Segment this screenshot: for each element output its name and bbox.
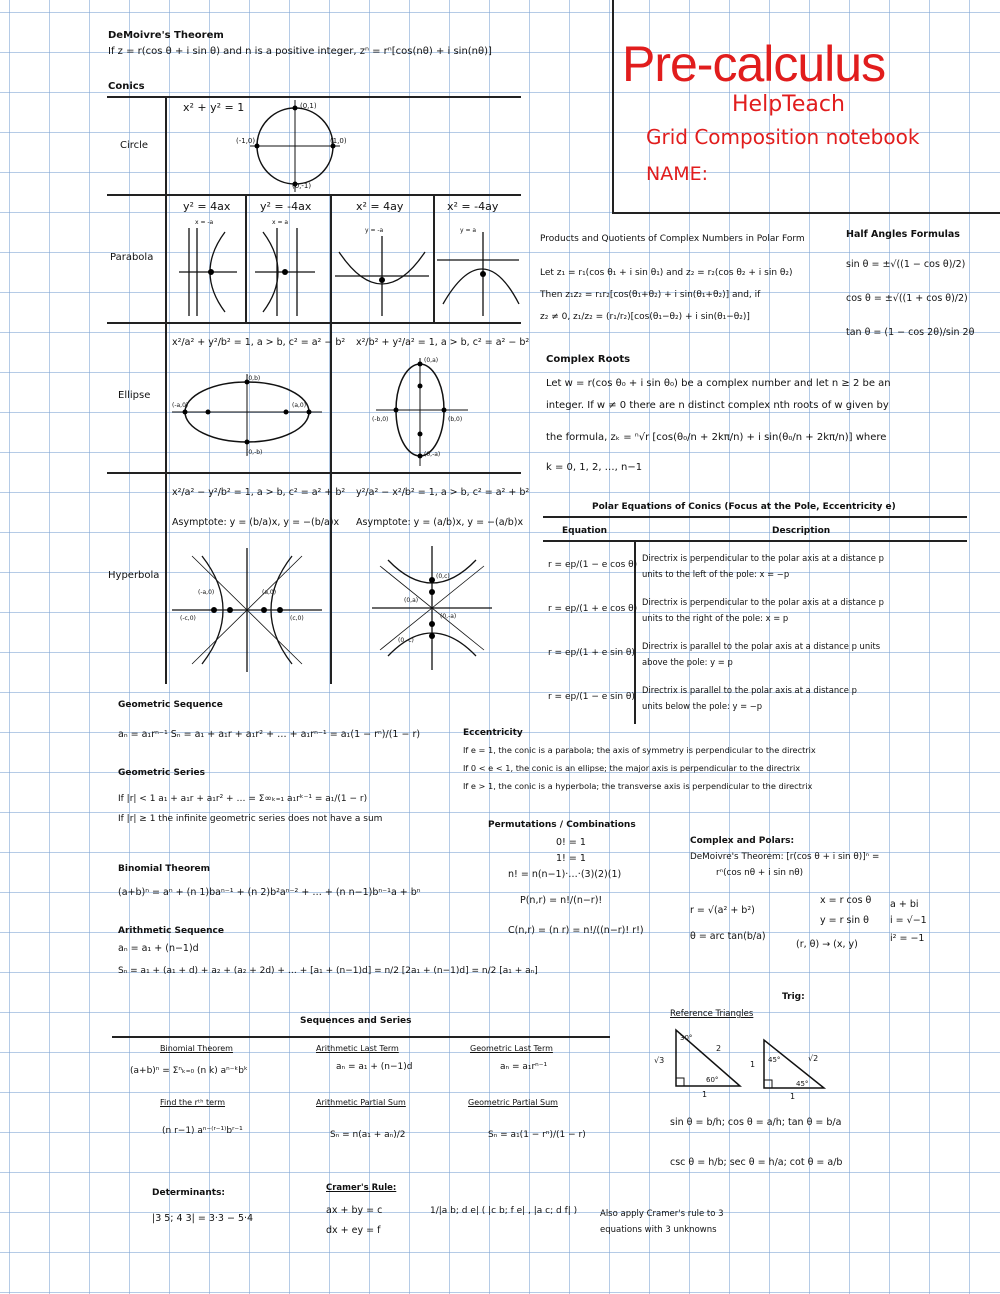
half-angle-tan: tan θ = (1 − cos 2θ)/sin 2θ — [846, 327, 975, 338]
eccentricity-heading: Eccentricity — [463, 728, 523, 738]
tri1-side-sqrt3: √3 — [654, 1056, 665, 1065]
binomial-formula: (a+b)ⁿ = aⁿ + (n 1)baⁿ⁻¹ + (n 2)b²aⁿ⁻² + … + (n n−1)bⁿ⁻¹a + bⁿ — [118, 887, 421, 898]
polar-row-4-eq: r = ep/(1 − e sin θ) — [548, 692, 635, 702]
complex-polars-l6: y = r sin θ — [820, 915, 869, 926]
ellipse-div — [330, 322, 332, 684]
seq-cell-5-head: Arithmetic Partial Sum — [316, 1098, 406, 1107]
complex-polars-l5: x = r cos θ — [820, 895, 872, 906]
complex-polars-l2: rⁿ(cos nθ + i sin nθ) — [716, 868, 804, 878]
tri2-side-sqrt2: √2 — [808, 1054, 819, 1063]
tri1-side-1: 1 — [702, 1090, 708, 1099]
ellipse1-pt-left: (-a,0) — [172, 402, 189, 409]
hyperbola2-pt-a-top: (0,a) — [404, 597, 419, 604]
geo-sequence-heading: Geometric Sequence — [118, 700, 223, 710]
geo-series-line-2: If |r| ≥ 1 the infinite geometric series does not have a sum — [118, 814, 383, 824]
hyperbola-asym-2: Asymptote: y = (a/b)x, y = −(a/b)x — [356, 517, 524, 528]
tri1-side-2: 2 — [716, 1044, 722, 1053]
hyperbola2-pt-a-bottom: (0,-a) — [440, 613, 457, 620]
complex-polars-l9: i = √−1 — [890, 915, 927, 926]
complex-polars-l8: a + bi — [890, 899, 919, 910]
polar-row-4-d2: units below the pole: y = −p — [642, 701, 763, 711]
ellipse-eq-2: x²/b² + y²/a² = 1, a > b, c² = a² − b² — [356, 337, 530, 348]
seq-cell-3-formula: aₙ = a₁rⁿ⁻¹ — [500, 1062, 548, 1072]
circle-pt-left: (-1,0) — [236, 137, 256, 145]
ellipse-graph-2 — [372, 358, 472, 466]
perm-line-2: 1! = 1 — [556, 853, 586, 864]
polar-row-2-d1: Directrix is perpendicular to the polar axis at a distance p — [642, 597, 884, 607]
half-angle-sin: sin θ = ±√((1 − cos θ)/2) — [846, 259, 966, 270]
ellipse1-pt-right: (a,0) — [292, 402, 307, 409]
perm-heading: Permutations / Combinations — [488, 820, 636, 830]
polar-products-line-2: Then z₁z₂ = r₁r₂[cos(θ₁+θ₂) + i sin(θ₁+θ₂)] and, if — [540, 290, 761, 300]
hyperbola-eq-1: x²/a² − y²/b² = 1, a > b, c² = a² + b² — [172, 487, 346, 498]
hyperbola-eq-2: y²/a² − x²/b² = 1, a > b, c² = a² + b² — [356, 487, 530, 498]
circle-pt-top: (0,1) — [300, 102, 317, 110]
polar-row-2-d2: units to the right of the pole: x = p — [642, 613, 789, 623]
polar-col-description: Description — [772, 526, 831, 536]
subtitle: Grid Composition notebook — [646, 125, 920, 149]
eccentricity-line-2: If 0 < e < 1, the conic is an ellipse; the major axis is perpendicular to the directrix — [463, 763, 801, 773]
geo-series-heading: Geometric Series — [118, 768, 206, 778]
eccentricity-line-3: If e > 1, the conic is a hyperbola; the transverse axis is perpendicular to the directrix — [463, 781, 813, 791]
polar-conics-head-rule — [543, 540, 967, 542]
hyperbola-label: Hyperbola — [108, 570, 160, 581]
determinants-formula: |3 5; 4 3| = 3·3 − 5·4 — [152, 1213, 254, 1224]
seq-cell-5-formula: Sₙ = n(a₁ + aₙ)/2 — [330, 1130, 406, 1140]
tri2-side-1: 1 — [750, 1060, 756, 1069]
conics-top-rule — [107, 96, 521, 98]
demoivre-heading: DeMoivre's Theorem — [108, 30, 224, 41]
ellipse2-pt-top: (0,a) — [424, 357, 439, 364]
cramer-heading: Cramer's Rule: — [326, 1183, 397, 1193]
binomial-heading: Binomial Theorem — [118, 864, 211, 874]
polar-conics-heading: Polar Equations of Conics (Focus at the Pole, Eccentricity e) — [592, 502, 896, 512]
complex-polars-l3: r = √(a² + b²) — [690, 905, 755, 916]
polar-row-3-eq: r = ep/(1 + e sin θ) — [548, 648, 635, 658]
polar-row-1-d1: Directrix is perpendicular to the polar axis at a distance p — [642, 553, 884, 563]
complex-roots-line-3: the formula, zₖ = ⁿ√r [cos(θ₀/n + 2kπ/n) + i sin(θ₀/n + 2kπ/n)] where — [546, 432, 887, 443]
cramer-line-1: ax + by = c — [326, 1205, 383, 1216]
trig-heading: Trig: — [782, 992, 805, 1002]
polar-row-3-d2: above the pole: y = p — [642, 657, 733, 667]
tri2-side-base: 1 — [790, 1092, 796, 1101]
conics-heading: Conics — [108, 81, 145, 92]
parabola-graphs — [167, 228, 521, 322]
hyperbola-asym-1: Asymptote: y = (b/a)x, y = −(b/a)x — [172, 517, 340, 528]
trig-subheading: Reference Triangles — [670, 1009, 754, 1019]
hyperbola1-pt-a-left: (-a,0) — [198, 589, 215, 596]
ellipse-label: Ellipse — [118, 390, 151, 401]
hyperbola1-pt-c-left: (-c,0) — [180, 615, 196, 622]
polar-products-line-3: z₂ ≠ 0, z₁/z₂ = (r₁/r₂)[cos(θ₁−θ₂) + i sin(θ₁−θ₂)] — [540, 312, 750, 322]
seq-cell-1-head: Binomial Theorem — [160, 1044, 233, 1053]
seq-cell-3-head: Geometric Last Term — [470, 1044, 553, 1053]
geo-series-line-1: If |r| < 1 a₁ + a₁r + a₁r² + … = Σ∞ₖ₌₁ a₁rᵏ⁻¹ = a₁/(1 − r) — [118, 794, 368, 804]
parabola-eq-2: y² = -4ax — [260, 200, 312, 213]
parabola-dir-2: x = a — [272, 219, 289, 226]
perm-line-5: C(n,r) = (n r) = n!/((n−r)! r!) — [508, 925, 644, 936]
hyperbola-graph-2 — [372, 546, 492, 670]
hyperbola-graph-1 — [172, 548, 322, 672]
complex-roots-heading: Complex Roots — [546, 354, 631, 365]
seq-series-top-rule — [112, 1036, 610, 1038]
perm-line-4: P(n,r) = n!/(n−r)! — [520, 895, 603, 906]
arithmetic-heading: Arithmetic Sequence — [118, 926, 224, 936]
polar-row-4-d1: Directrix is parallel to the polar axis at a distance p — [642, 685, 857, 695]
seq-cell-2-formula: aₙ = a₁ + (n−1)d — [336, 1062, 413, 1072]
ellipse2-pt-bottom: (0,-a) — [424, 451, 441, 458]
complex-roots-line-2: integer. If w ≠ 0 there are n distinct complex nth roots of w given by — [546, 400, 889, 411]
parabola-dir-3: y = -a — [365, 227, 384, 234]
reference-triangle-45-45 — [760, 1036, 830, 1096]
name-label: NAME: — [646, 163, 709, 185]
geo-sequence-formula: aₙ = a₁rⁿ⁻¹ Sₙ = a₁ + a₁r + a₁r² + … + a₁rⁿ⁻¹ = a₁(1 − rⁿ)/(1 − r) — [118, 729, 421, 740]
complex-polars-l7: (r, θ) → (x, y) — [796, 939, 858, 950]
complex-polars-heading: Complex and Polars: — [690, 836, 795, 846]
parabola-dir-4: y = a — [460, 227, 477, 234]
polar-row-1-eq: r = ep/(1 − e cos θ) — [548, 560, 638, 570]
conics-row-rule-1 — [107, 194, 521, 196]
parabola-label: Parabola — [110, 252, 154, 263]
perm-line-3: n! = n(n−1)·…·(3)(2)(1) — [508, 869, 622, 880]
polar-row-2-eq: r = ep/(1 + e cos θ) — [548, 604, 638, 614]
complex-polars-l10: i² = −1 — [890, 933, 925, 944]
seq-cell-6-head: Geometric Partial Sum — [468, 1098, 558, 1107]
tri2-angle-45a: 45° — [768, 1056, 781, 1064]
polar-products-heading: Products and Quotients of Complex Numbers in Polar Form — [540, 234, 805, 244]
page-title: Pre-calculus — [622, 36, 886, 92]
cramer-note-1: Also apply Cramer's rule to 3 — [600, 1209, 724, 1219]
tri2-angle-45b: 45° — [796, 1080, 809, 1088]
parabola-eq-3: x² = 4ay — [356, 200, 404, 213]
half-angle-cos: cos θ = ±√((1 + cos θ)/2) — [846, 293, 968, 304]
ellipse-eq-1: x²/a² + y²/b² = 1, a > b, c² = a² − b² — [172, 337, 346, 348]
arithmetic-line-2: Sₙ = a₁ + (a₁ + d) + a₂ + (a₂ + 2d) + … + [a₁ + (n−1)d] = n/2 [2a₁ + (n−1)d] = n/2 [a₁ + aₙ] — [118, 966, 538, 976]
complex-polars-l4: θ = arc tan(b/a) — [690, 931, 766, 942]
perm-line-1: 0! = 1 — [556, 837, 586, 848]
ellipse1-pt-bottom: (0,-b) — [246, 449, 263, 456]
half-angles-heading: Half Angles Formulas — [846, 229, 960, 240]
determinants-heading: Determinants: — [152, 1188, 226, 1198]
arithmetic-line-1: aₙ = a₁ + (n−1)d — [118, 943, 199, 954]
seq-series-heading: Sequences and Series — [300, 1016, 412, 1026]
seq-cell-2-head: Arithmetic Last Term — [316, 1044, 399, 1053]
parabola-dir-1: x = -a — [195, 219, 214, 226]
hyperbola1-pt-c-right: (c,0) — [290, 615, 304, 622]
seq-cell-1-formula: (a+b)ⁿ = Σⁿₖ₌₀ (n k) aⁿ⁻ᵏbᵏ — [130, 1066, 248, 1076]
trig-ratios-2: csc θ = h/b; sec θ = h/a; cot θ = a/b — [670, 1157, 843, 1168]
conics-col-rule — [165, 96, 167, 684]
eccentricity-line-1: If e = 1, the conic is a parabola; the axis of symmetry is perpendicular to the directrix — [463, 745, 816, 755]
hyperbola1-pt-a-right: (a,0) — [262, 589, 277, 596]
trig-ratios-1: sin θ = b/h; cos θ = a/h; tan θ = b/a — [670, 1117, 842, 1128]
ellipse-graph-1 — [172, 374, 322, 458]
polar-row-3-d1: Directrix is parallel to the polar axis at a distance p units — [642, 641, 881, 651]
cramer-line-2: dx + ey = f — [326, 1225, 381, 1236]
parabola-eq-4: x² = -4ay — [447, 200, 499, 213]
polar-col-equation: Equation — [562, 526, 608, 536]
cramer-note-2: equations with 3 unknowns — [600, 1225, 717, 1235]
tri1-angle-60: 60° — [706, 1076, 719, 1084]
ellipse2-pt-left: (-b,0) — [372, 416, 389, 423]
polar-products-line-1: Let z₁ = r₁(cos θ₁ + i sin θ₁) and z₂ = r₂(cos θ₂ + i sin θ₂) — [540, 268, 793, 278]
ellipse2-pt-right: (b,0) — [448, 416, 463, 423]
polar-conics-top-rule — [543, 516, 967, 518]
complex-roots-line-4: k = 0, 1, 2, …, n−1 — [546, 462, 643, 473]
conics-row-rule-3 — [107, 472, 521, 474]
circle-pt-bottom: (0,-1) — [292, 182, 312, 190]
cramer-line-3: 1/|a b; d e| ( |c b; f e| , |a c; d f| ) — [430, 1206, 578, 1216]
hyperbola2-pt-c-bottom: (0,-c) — [398, 637, 414, 644]
circle-label: Circle — [120, 140, 149, 151]
hyperbola2-pt-c-top: (0,c) — [436, 573, 450, 580]
seq-cell-4-head: Find the rᵗʰ term — [160, 1098, 226, 1107]
circle-pt-right: (1,0) — [330, 137, 347, 145]
polar-row-1-d2: units to the left of the pole: x = −p — [642, 569, 790, 579]
brand-label: HelpTeach — [732, 92, 845, 117]
complex-polars-l1: DeMoivre's Theorem: [r(cos θ + i sin θ)]ⁿ = — [690, 852, 880, 862]
conics-row-rule-2 — [107, 322, 521, 324]
complex-roots-line-1: Let w = r(cos θ₀ + i sin θ₀) be a complex number and let n ≥ 2 be an — [546, 378, 891, 389]
seq-cell-4-formula: (n r−1) aⁿ⁻⁽ʳ⁻¹⁾bʳ⁻¹ — [162, 1126, 243, 1136]
tri1-angle-30: 30° — [680, 1034, 693, 1042]
demoivre-formula: If z = r(cos θ + i sin θ) and n is a positive integer, zⁿ = rⁿ[cos(nθ) + i sin(nθ)] — [108, 46, 492, 57]
ellipse1-pt-top: (0,b) — [246, 375, 261, 382]
circle-graph — [250, 100, 340, 192]
seq-cell-6-formula: Sₙ = a₁(1 − rⁿ)/(1 − r) — [488, 1130, 586, 1140]
parabola-eq-1: y² = 4ax — [183, 200, 231, 213]
circle-eq: x² + y² = 1 — [183, 101, 245, 114]
